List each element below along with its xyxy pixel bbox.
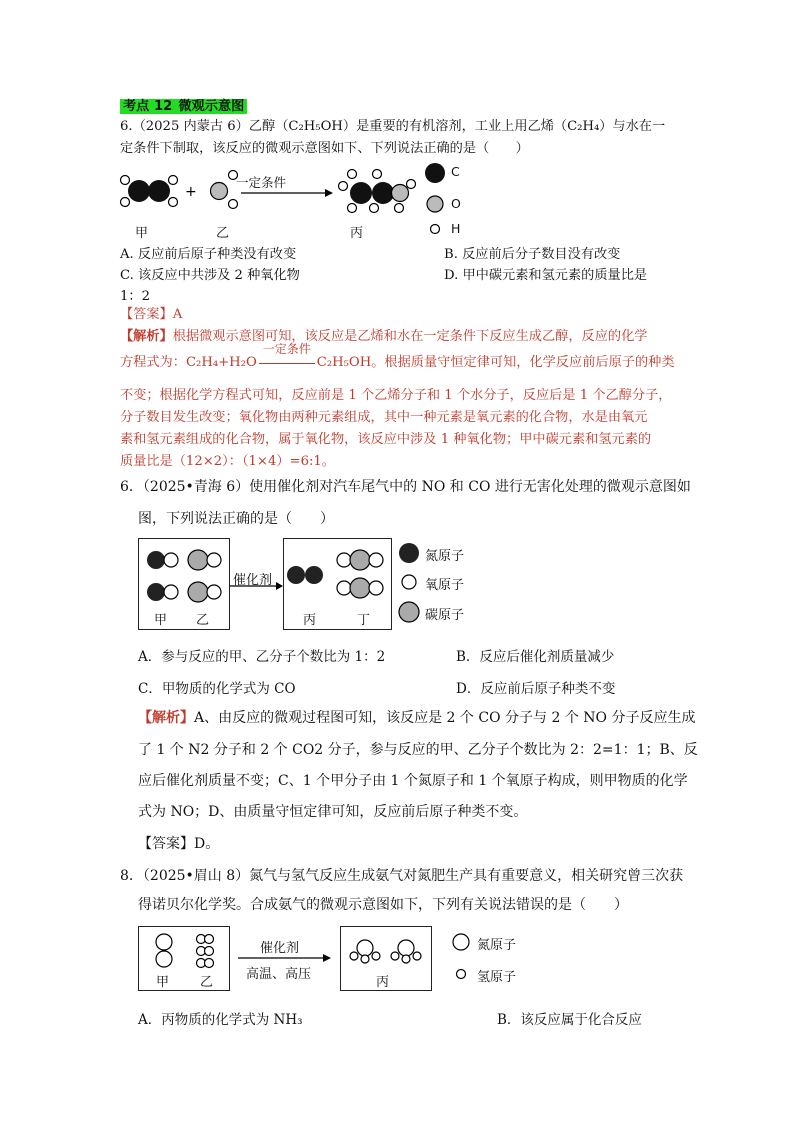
q6a-stem-line1: 6.（2025 内蒙古 6）乙醇（C₂H₅OH）是重要的有机溶剂，工业上用乙烯（C₂H₄）与水在一 <box>120 119 666 134</box>
q6b-option-d: D．反应前后原子种类不变 <box>456 681 616 697</box>
q6b-name-yi: 乙 <box>196 613 210 628</box>
q8-name-bing: 丙 <box>376 975 390 990</box>
q6a-analysis-line2: 方程式为：C₂H₄+H₂O 一定条件 C₂H₅OH。根据质量守恒定律可知，化学反应前后原子的种类 <box>120 353 675 373</box>
q8-legend-hydrogen: 氢原子 <box>477 970 517 985</box>
q6b-name-bing: 丙 <box>303 613 317 628</box>
q6b-legend-oxygen: 氧原子 <box>425 578 465 593</box>
q6a-analysis-line6: 质量比是（12×2）：（1×4）=6:1。 <box>120 454 335 469</box>
q6a-option-d-cont: 1：2 <box>120 289 150 304</box>
q6a-equation-condition: 一定条件 <box>257 353 317 373</box>
q6b-legend-carbon: 碳原子 <box>425 608 465 623</box>
q6a-analysis-line1: 【解析】根据微观示意图可知，该反应是乙烯和水在一定条件下反应生成乙醇，反应的化学 <box>120 329 648 344</box>
q6b-stem-line1: 6．（2025•青海 6）使用催化剂对汽车尾气中的 NO 和 CO 进行无害化处理的微观示意图如 <box>120 479 691 495</box>
q6a-analysis-line5: 素和氢元素组成的化合物，属于氧化物，该反应中涉及 1 种氧化物；甲中碳元素和氢元素的 <box>120 432 652 447</box>
q6a-arrow-label: 一定条件 <box>236 175 287 190</box>
q8-legend-nitrogen: 氮原子 <box>477 938 517 953</box>
q6a-option-a: A. 反应前后原子种类没有改变 <box>120 247 297 262</box>
q6a-option-c: C. 该反应中共涉及 2 种氧化物 <box>120 268 300 283</box>
q6b-analysis-tag: 【解析】 <box>138 710 194 726</box>
q6a-legend-o: O <box>451 196 461 211</box>
q8-option-b: B．该反应属于化合反应 <box>497 1012 642 1028</box>
ethanol-molecule <box>339 170 416 213</box>
q6a-name-yi: 乙 <box>216 226 230 241</box>
q6b-option-b: B．反应后催化剂质量减少 <box>456 649 615 665</box>
q6b-analysis-line3: 应后催化剂质量不变；C、1 个甲分子由 1 个氮原子和 1 个氧原子构成，则甲物质的化学 <box>138 773 688 789</box>
q6a-name-bing: 丙 <box>350 226 364 241</box>
q6a-option-b: B. 反应前后分子数目没有改变 <box>444 247 621 262</box>
q6a-analysis-line3: 不变；根据化学方程式可知，反应前是 1 个乙烯分子和 1 个水分子，反应后是 1 个乙醇分子， <box>120 388 672 403</box>
q6b-analysis-line4: 式为 NO；D、由质量守恒定律可知，反应前后原子种类不变。 <box>138 804 528 820</box>
q6a-name-jia: 甲 <box>135 226 149 241</box>
q8-stem-line2: 得诺贝尔化学奖。合成氨气的微观示意图如下，下列有关说法错误的是（ ） <box>138 897 628 913</box>
q8-arrow-bottom-label: 高温、高压 <box>246 967 312 982</box>
ethylene-molecule <box>121 176 178 207</box>
q6b-analysis-line1: 【解析】A、由反应的微观过程图可知，该反应是 2 个 CO 分子与 2 个 NO 分子反应生成 <box>138 710 696 726</box>
q6a-analysis-line4: 分子数目发生改变；氧化物由两种元素组成，其中一种元素是氧元素的化合物，水是由氧元 <box>120 410 648 425</box>
q6a-legend-c: C <box>451 164 460 179</box>
svg-text:+: + <box>185 184 197 200</box>
section-header <box>120 97 247 117</box>
q6a-answer: 【答案】A <box>120 307 183 322</box>
q8-arrow-top-label: 催化剂 <box>260 941 300 956</box>
q6b-answer: 【答案】D。 <box>138 836 220 852</box>
water-molecule <box>211 171 238 209</box>
q6b-name-jia: 甲 <box>154 613 168 628</box>
q6a-option-d: D. 甲中碳元素和氢元素的质量比是 <box>444 268 648 283</box>
q8-name-yi: 乙 <box>200 975 214 990</box>
section-tag: 考点 12 <box>120 99 175 114</box>
q6a-analysis-tag: 【解析】 <box>120 329 173 344</box>
section-title: 微观示意图 <box>175 99 247 114</box>
q6a-stem-line2: 定条件下制取，该反应的微观示意图如下、下列说法正确的是（ ） <box>120 141 529 156</box>
q6b-analysis-line2: 了 1 个 N2 分子和 2 个 CO2 分子，参与反应的甲、乙分子个数比为 2：2=1：1；B、反 <box>138 742 698 758</box>
q8-option-a: A．丙物质的化学式为 NH₃ <box>138 1012 303 1028</box>
q6b-stem-line2: 图，下列说法正确的是（ ） <box>138 511 334 527</box>
q6b-arrow-label: 催化剂 <box>233 573 273 588</box>
q6b-legend-nitrogen: 氮原子 <box>425 549 465 564</box>
q6a-legend-h: H <box>451 221 461 236</box>
q8-name-jia: 甲 <box>156 975 170 990</box>
q6b-option-a: A．参与反应的甲、乙分子个数比为 1：2 <box>138 649 386 665</box>
q6a-reaction-diagram <box>115 160 475 242</box>
q6b-option-c: C．甲物质的化学式为 CO <box>138 681 296 697</box>
q6b-name-ding: 丁 <box>357 613 371 628</box>
q8-stem-line1: 8．（2025•眉山 8）氮气与氢气反应生成氨气对氮肥生产具有重要意义，相关研究曾三次获 <box>120 868 684 884</box>
